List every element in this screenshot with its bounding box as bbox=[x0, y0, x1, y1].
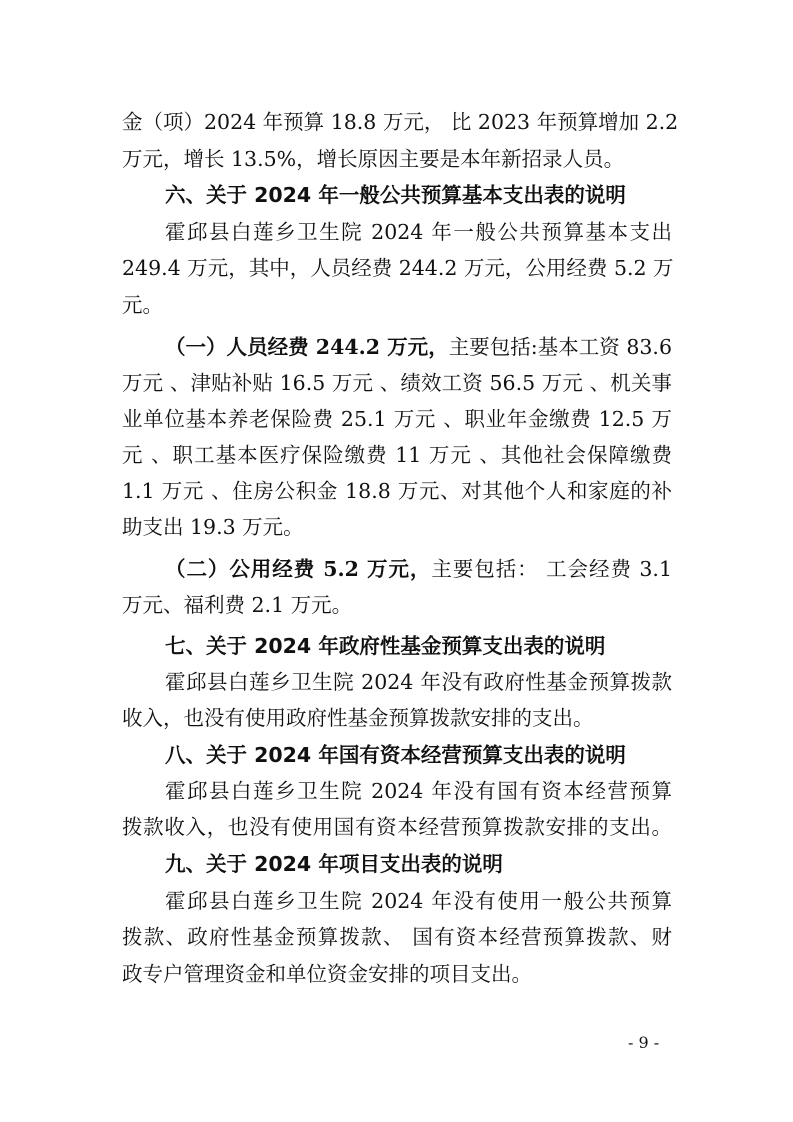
personnel-expense-line-4: 元 、职工基本医疗保险缴费 11 万元 、其他社会保障缴费 bbox=[122, 443, 672, 467]
section-9-heading: 九、关于 2024 年项目支出表的说明 bbox=[165, 852, 503, 876]
public-expense-heading: （二）公用经费 5.2 万元， bbox=[165, 557, 432, 581]
section-6-paragraph-line-2: 249.4 万元，其中，人员经费 244.2 万元，公用经费 5.2 万 bbox=[122, 256, 674, 280]
public-expense-line-1 bbox=[165, 555, 672, 583]
section-9-line-1: 霍邱县白莲乡卫生院 2024 年没有使用一般公共预算 bbox=[165, 889, 672, 913]
section-8-line-1: 霍邱县白莲乡卫生院 2024 年没有国有资本经营预算 bbox=[165, 779, 672, 803]
section-9-line-3: 政专户管理资金和单位资金安排的项目支出。 bbox=[122, 962, 532, 986]
personnel-expense-line-2: 万元 、津贴补贴 16.5 万元 、绩效工资 56.5 万元 、机关事 bbox=[122, 371, 672, 395]
personnel-expense-line-5: 1.1 万元 、住房公积金 18.8 万元、对其他个人和家庭的补 bbox=[122, 479, 672, 503]
section-7-heading: 七、关于 2024 年政府性基金预算支出表的说明 bbox=[165, 634, 606, 658]
personnel-expense-line-3: 业单位基本养老保险费 25.1 万元 、职业年金缴费 12.5 万 bbox=[122, 407, 672, 431]
personnel-expense-line-1 bbox=[165, 333, 672, 361]
section-9-line-2: 拨款、政府性基金预算拨款、 国有资本经营预算拨款、财 bbox=[122, 925, 672, 949]
section-6-heading: 六、关于 2024 年一般公共预算基本支出表的说明 bbox=[165, 183, 626, 207]
public-expense-line-2: 万元、福利费 2.1 万元。 bbox=[122, 593, 353, 617]
section-6-paragraph-line-1: 霍邱县白莲乡卫生院 2024 年一般公共预算基本支出 bbox=[165, 220, 672, 244]
section-6-paragraph-line-3: 元。 bbox=[122, 293, 163, 317]
section-8-line-2: 拨款收入，也没有使用国有资本经营预算拨款安排的支出。 bbox=[122, 815, 672, 839]
intro-line-1: 金（项）2024 年预算 18.8 万元， 比 2023 年预算增加 2.2 bbox=[122, 110, 679, 134]
public-expense-intro: 主要包括： 工会经费 3.1 bbox=[431, 557, 672, 581]
personnel-expense-intro: 主要包括:基本工资 83.6 bbox=[448, 335, 672, 359]
section-8-heading: 八、关于 2024 年国有资本经营预算支出表的说明 bbox=[165, 743, 626, 767]
section-7-line-2: 收入，也没有使用政府性基金预算拨款安排的支出。 bbox=[122, 706, 594, 730]
section-7-line-1: 霍邱县白莲乡卫生院 2024 年没有政府性基金预算拨款 bbox=[165, 670, 672, 694]
intro-line-2: 万元，增长 13.5%，增长原因主要是本年新招录人员。 bbox=[122, 147, 625, 171]
personnel-expense-line-6: 助支出 19.3 万元。 bbox=[122, 515, 304, 539]
page-number: - 9 - bbox=[628, 1033, 660, 1052]
personnel-expense-heading: （一）人员经费 244.2 万元， bbox=[165, 335, 449, 359]
